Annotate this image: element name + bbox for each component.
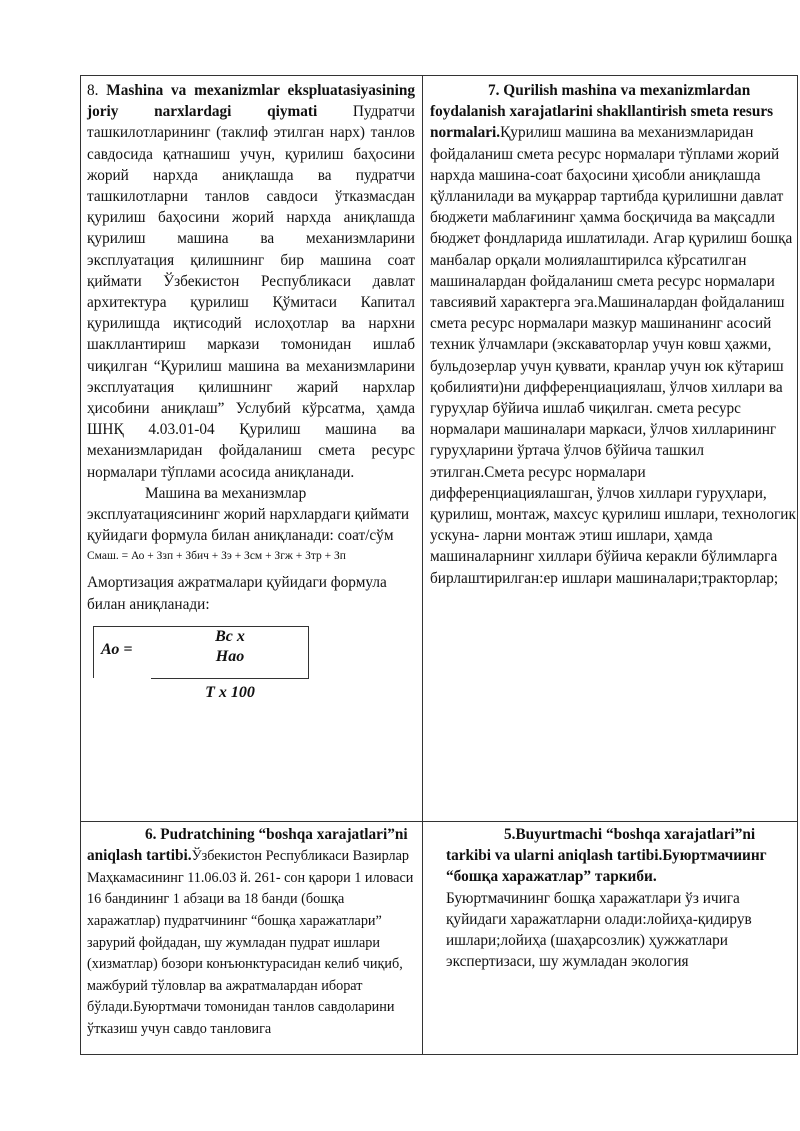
formula-intro: Машина ва механизмлар эксплуатациясининг жорий нархлардаги қиймати қуйидаги формула билан аниқланади: соат/сўм [87, 484, 410, 545]
numerator-line-2: Нао [215, 647, 245, 665]
section-heading: 6. Pudratchining “boshqa xarajatlari”ni aniqlash tartibi. [87, 826, 408, 865]
section-heading: 5.Buyurtmachi “boshqa xarajatlari”ni tarkibi va ularni aniqlash tartibi.Буюртмачиинг “бошқа харажатлар” таркиби. [446, 826, 767, 886]
formula-lhs: Ао = [101, 640, 133, 658]
row-divider [81, 821, 797, 822]
section-body: Қурилиш машина ва механизмларидан фойдаланиш смета ресурс нормалари тўплами жорий нархда машина-соат баҳосини ҳисобли аниқлашда қўлланилади ва муқаррар тартибда қурилишни давлат бюджети маблағининг ҳамма босқичида ва мақсадли бюджет фондларида ишлатилади. Агар қурилиш бошқа манбалар орқали молиялаштирилса кўрсатилган машиналардан фойдаланиш смета ресурс нормалари тавсиявий характерга эга.Машиналардан фойдаланиш смета ресурс нормалари мазкур машинанинг асосий техник ўлчамлари (экскаваторлар учун ковш ҳажми, бульдозерлар учун қуввати, кранлар учун юк кўтариш қобилияти)ни дифференциациялаш, ўлчов хиллари ва гуруҳлар бўйича ишлаб чиқилган. смета ресурс нормалари машиналари маркаси, ўлчов хилларининг гуруҳларини ўртача ўлчов бўйича ташкил этилган.Смета ресурс нормалари дифференциациялашган, ўлчов хиллари гуруҳлари, қурилиш, монтаж, махсус қурилиш ишлари, технологик ускуна- ларни монтаж этиш ишлари, ҳамда машиналарнинг хиллари бўйича керакли бўлимларга бирлаштирилган:ер ишлари машиналари;тракторлар; [430, 124, 796, 587]
cell-customer-other-expenses [446, 824, 796, 972]
section-body: Пудратчи ташкилотларининг (таклиф этилган нарх) танлов савдосида қатнашиш учун, қурилиш баҳосини жорий нархда аниқлашда ва пудратчи ташкилотларни танлов савдоси ўтказмасдан қурилиш баҳосини жорий нархда аниқлашда қурилиш машина ва механизмларини эксплуатация қилишнинг бир машина соат қиймати Ўзбекистон Республикаси давлат архитектура қурилиш Қўмитаси Капитал қурилишда иқтисодий ислоҳотлар ва нархни шакллантириш маркази томонидан ишлаб чиқилган “Қурилиш машина ва механизмларини эксплуатация қилишнинг жарий нархлар ҳисобини аниқлаш” Услубий кўрсатма, ҳамда ШНҚ 4.03.01-04 Қурилиш машина ва механизмларидан фойдаланиш смета ресурс нормалари тўплами асосида аниқланади. [87, 103, 415, 481]
amortization-formula [87, 623, 415, 709]
formula-numerator [151, 627, 309, 667]
section-heading: 7. Qurilish mashina va mexanizmlardan foydalanish xarajatlarini shakllantirish smeta resurs normalari. [430, 82, 774, 142]
section-5-paragraph [446, 824, 796, 888]
cell-contractor-other-expenses [87, 824, 415, 1040]
section-8-paragraph [87, 80, 415, 483]
cell-smeta-resource-norms [430, 80, 796, 589]
amortization-intro: Амортизация ажратмалари қуйидаги формула билан аниқланади: [87, 574, 387, 613]
section-heading: Mashina va mexanizmlar ekspluatasiyasining joriy narxlardagi qiymati [87, 82, 415, 121]
section-6-paragraph [87, 824, 415, 1040]
content-table [80, 75, 798, 1055]
fraction-bar [151, 678, 309, 679]
section-body: Ўзбекистон Республикаси Вазирлар Маҳкамасининг 11.06.03 й. 261- сон қарори 1 иловаси 16 бандининг 1 абзаци ва 18 банди (бошқа харажатлар) пудратчининг “бошқа харажатлари” зарурий фойдадан, шу жумладан пудрат ишлари (хизматлар) бозори конъюнктурасидан келиб чиқиб, мажбурий тўловлар ва ажратмалардан иборат бўлади.Буюртмачи томонидан танлов савдоларини ўтказиш учун савдо танловига [87, 848, 414, 1037]
numerator-line-1: Вс х [215, 627, 245, 645]
section-7-paragraph [430, 80, 796, 589]
section-number: 8. [87, 82, 107, 99]
section-body: Буюртмачининг бошқа харажатлари ўз ичига қуйидаги харажатларни олади:лойиҳа-қидирув ишлари;лойиҳа (шаҳарсозлик) ҳужжатлари экспертизаси, шу жумладан экология [446, 889, 752, 971]
column-divider [422, 76, 423, 1054]
machine-cost-formula: Смаш. = Ао + Ззп + Збич + Зэ + Зсм + Згж + Зтр + Зп [87, 550, 346, 563]
formula-border-left [93, 626, 94, 678]
cell-machine-exploitation-cost [87, 80, 415, 709]
formula-denominator: Т х 100 [205, 683, 255, 701]
